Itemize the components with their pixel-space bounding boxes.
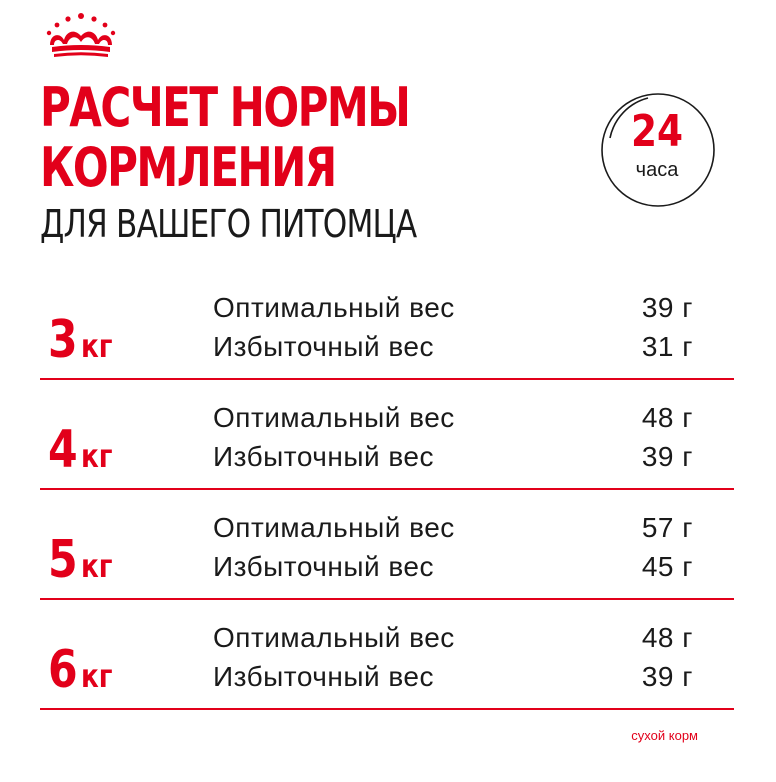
excess-weight-line: [213, 329, 693, 365]
weight-number: 4: [48, 420, 78, 480]
table-row: [40, 400, 734, 490]
weight-unit: кг: [80, 327, 113, 365]
excess-weight-line: [213, 659, 693, 695]
excess-weight-value: 39 г: [641, 441, 693, 472]
crown-icon: [44, 12, 118, 58]
optimal-weight-value: 48 г: [641, 622, 693, 653]
feeding-table: [40, 290, 734, 730]
page-subtitle: ДЛЯ ВАШЕГО ПИТОМЦА: [40, 202, 417, 246]
excess-weight-value: 39 г: [641, 661, 693, 692]
pet-weight: [48, 532, 112, 594]
weight-number: 3: [48, 310, 78, 370]
pet-weight: [48, 642, 112, 704]
weight-unit: кг: [80, 547, 113, 585]
hours-badge: [596, 88, 718, 210]
excess-weight-value: 45 г: [641, 551, 693, 582]
excess-weight-value: 31 г: [641, 331, 693, 362]
footnote: сухой корм: [631, 728, 698, 743]
badge-number: 24: [630, 106, 684, 157]
optimal-weight-line: [213, 290, 693, 326]
weight-unit: кг: [80, 657, 113, 695]
optimal-weight-label: Оптимальный вес: [213, 622, 455, 653]
optimal-weight-label: Оптимальный вес: [213, 512, 455, 543]
title-line-2: КОРМЛЕНИЯ: [40, 136, 336, 199]
optimal-weight-line: [213, 510, 693, 546]
optimal-weight-value: 39 г: [641, 292, 693, 323]
weight-number: 5: [48, 530, 78, 590]
table-row: [40, 510, 734, 600]
excess-weight-label: Избыточный вес: [213, 661, 435, 692]
page-title: [40, 78, 409, 198]
pet-weight: [48, 312, 112, 374]
optimal-weight-label: Оптимальный вес: [213, 402, 455, 433]
optimal-weight-line: [213, 400, 693, 436]
weight-number: 6: [48, 640, 78, 700]
badge-unit: часа: [635, 159, 679, 181]
pet-weight: [48, 422, 112, 484]
excess-weight-label: Избыточный вес: [213, 441, 435, 472]
excess-weight-label: Избыточный вес: [213, 331, 435, 362]
optimal-weight-label: Оптимальный вес: [213, 292, 455, 323]
weight-unit: кг: [80, 437, 113, 475]
excess-weight-line: [213, 549, 693, 585]
title-line-1: РАСЧЕТ НОРМЫ: [40, 76, 410, 139]
table-row: [40, 290, 734, 380]
table-row: [40, 620, 734, 710]
optimal-weight-line: [213, 620, 693, 656]
excess-weight-label: Избыточный вес: [213, 551, 435, 582]
excess-weight-line: [213, 439, 693, 475]
optimal-weight-value: 48 г: [641, 402, 693, 433]
optimal-weight-value: 57 г: [641, 512, 693, 543]
